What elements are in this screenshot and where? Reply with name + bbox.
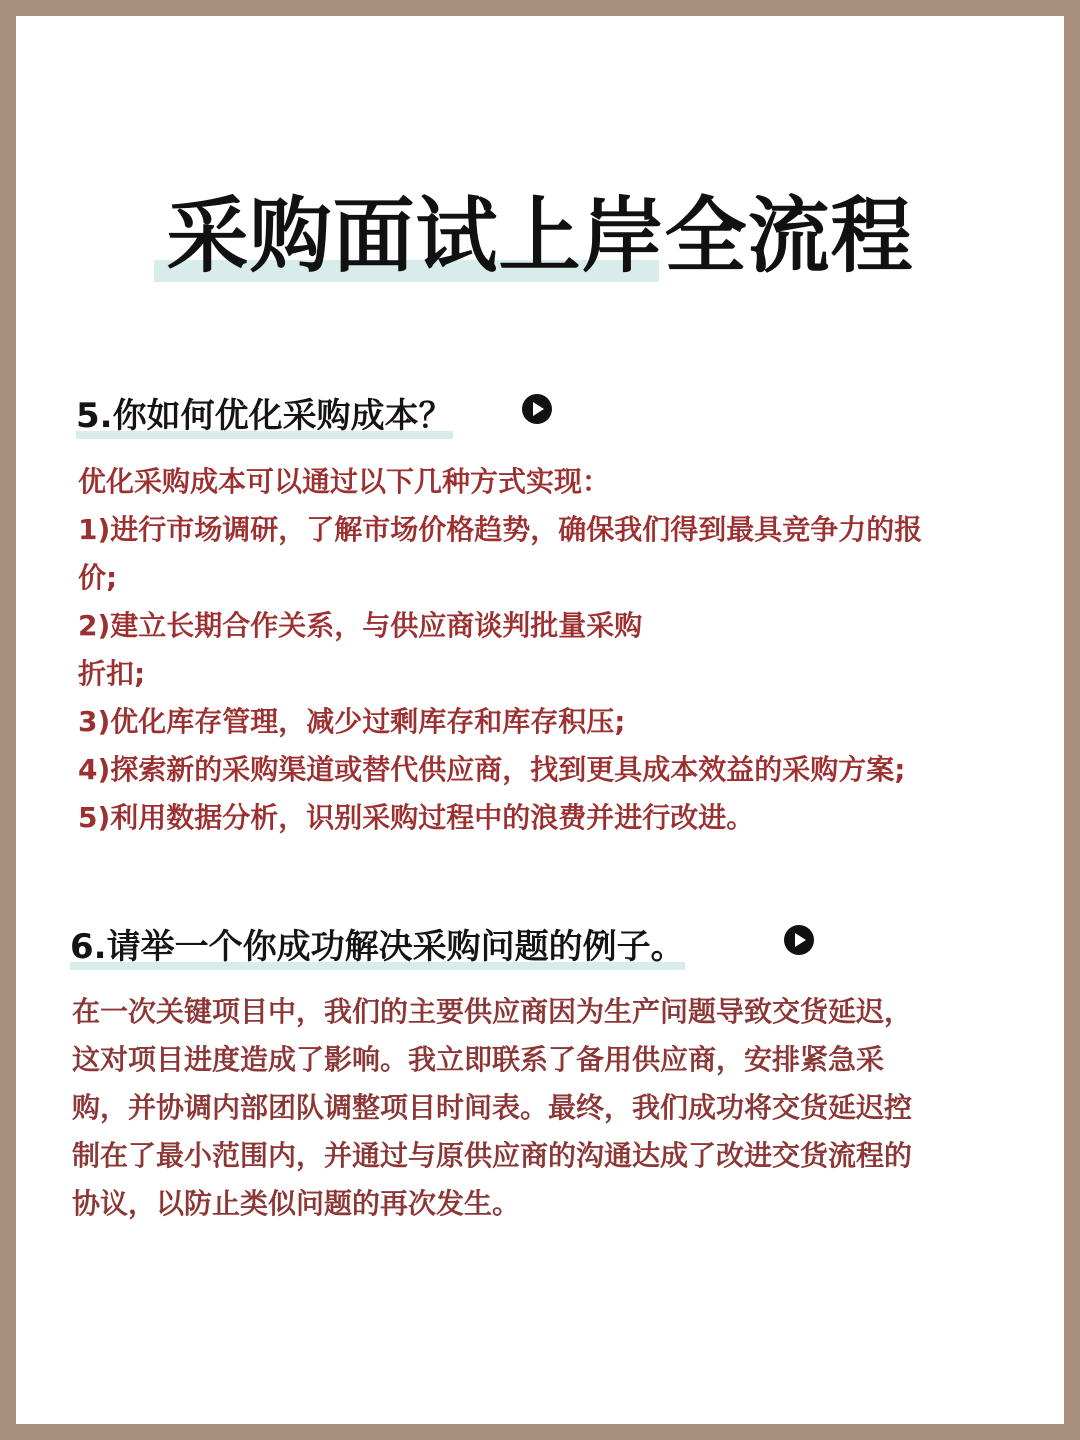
question-6-text: 6.请举一个你成功解决采购问题的例子。	[70, 927, 685, 967]
answer-6-line: 在一次关键项目中，我们的主要供应商因为生产问题导致交货延迟，	[72, 995, 913, 1028]
question-6-heading	[70, 919, 685, 968]
answer-6-line: 制在了最小范围内，并通过与原供应商的沟通达成了改进交货流程的	[72, 1139, 913, 1172]
page-title-text: 采购面试上岸全流程	[166, 188, 914, 284]
answer-5-line: 优化采购成本可以通过以下几种方式实现：	[78, 465, 611, 498]
answer-5-line: 5)利用数据分析，识别采购过程中的浪费并进行改进。	[78, 801, 755, 834]
answer-5-line: 价;	[78, 561, 118, 594]
answer-6-line: 这对项目进度造成了影响。我立即联系了备用供应商，安排紧急采	[72, 1043, 885, 1076]
arrow-right-icon	[522, 394, 552, 424]
answer-5-line: 1)进行市场调研，了解市场价格趋势，确保我们得到最具竞争力的报	[78, 513, 923, 546]
question-5-heading	[76, 388, 453, 437]
answer-6-line: 购，并协调内部团队调整项目时间表。最终，我们成功将交货延迟控	[72, 1091, 913, 1124]
answer-5-line: 3)优化库存管理，减少过剩库存和库存积压;	[78, 705, 626, 738]
answer-6	[72, 988, 912, 1228]
answer-5-line: 4)探索新的采购渠道或替代供应商，找到更具成本效益的采购方案;	[78, 753, 906, 786]
question-5-text: 5.你如何优化采购成本？	[76, 396, 453, 436]
answer-6-line: 协议，以防止类似问题的再次发生。	[72, 1187, 521, 1220]
answer-5-line: 折扣;	[78, 657, 146, 690]
title-block	[16, 171, 1064, 288]
arrow-right-icon	[784, 925, 814, 955]
content-card	[16, 16, 1064, 1424]
answer-5	[78, 458, 922, 842]
page-title	[166, 171, 913, 288]
answer-5-line: 2)建立长期合作关系，与供应商谈判批量采购	[78, 609, 643, 642]
